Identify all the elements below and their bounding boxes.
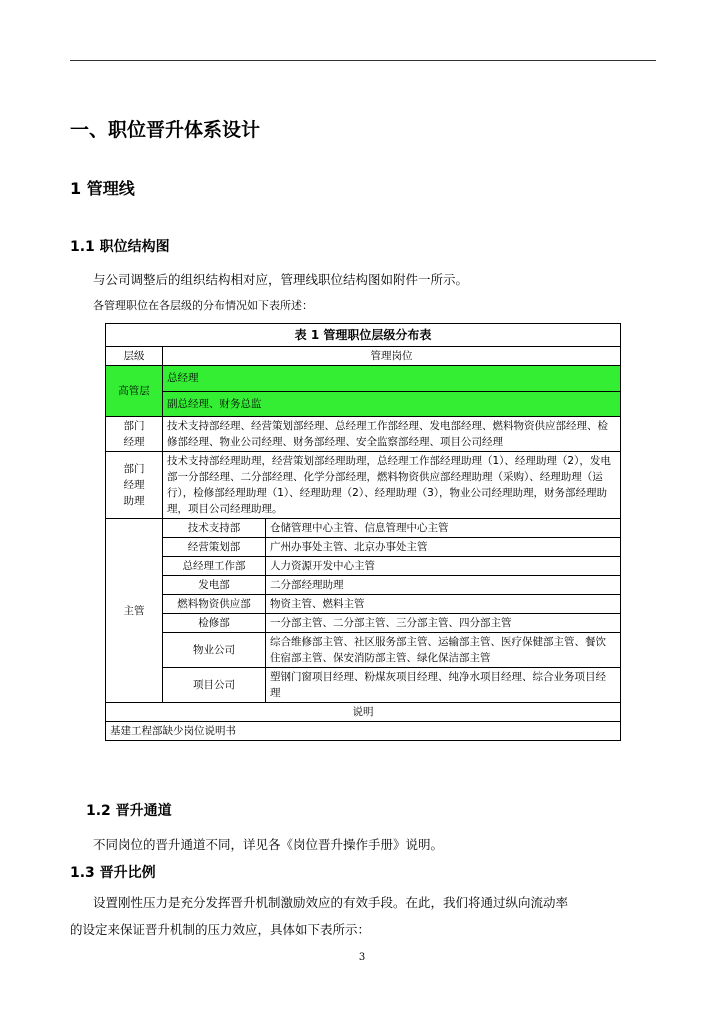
header-level: 层级 — [106, 347, 163, 366]
supervisor-level: 主管 — [106, 519, 163, 703]
senior-row-1 — [106, 366, 621, 392]
supervisor-posts: 综合维修部主管、社区服务部主管、运输部主管、医疗保健部主管、餐饮住宿部主管、保安消防部主管、绿化保洁部主管 — [266, 633, 621, 668]
header-post: 管理岗位 — [163, 347, 621, 366]
dept-mgr-row — [106, 417, 621, 452]
supervisor-posts: 塑钢门窗项目经理、粉煤灰项目经理、纯净水项目经理、综合业务项目经理 — [266, 668, 621, 703]
supervisor-row-6 — [106, 614, 621, 633]
dept-asst-level-line1: 部门 — [123, 463, 145, 475]
dept-asst-level-line2: 经理 — [123, 479, 145, 491]
supervisor-dept: 物业公司 — [163, 633, 266, 668]
supervisor-posts: 一分部主管、二分部主管、三分部主管、四分部主管 — [266, 614, 621, 633]
heading-1: 一、职位晋升体系设计 — [70, 119, 261, 141]
dept-asst-row — [106, 452, 621, 519]
table-caption-row — [106, 324, 621, 347]
supervisor-row-7 — [106, 633, 621, 668]
supervisor-posts: 仓储管理中心主管、信息管理中心主管 — [266, 519, 621, 538]
note-header-row — [106, 703, 621, 722]
dept-mgr-posts: 技术支持部经理、经营策划部经理、总经理工作部经理、发电部经理、燃料物资供应部经理、检修部经理、物业公司经理、财务部经理、安全监察部经理、项目公司经理 — [163, 417, 621, 452]
dept-mgr-level — [106, 417, 163, 452]
section-1-2-title: 1.2 晋升通道 — [86, 803, 172, 819]
supervisor-dept: 技术支持部 — [163, 519, 266, 538]
supervisor-dept: 经营策划部 — [163, 538, 266, 557]
note-row — [106, 722, 621, 741]
supervisor-posts: 二分部经理助理 — [266, 576, 621, 595]
section-1-3-title: 1.3 晋升比例 — [70, 865, 156, 881]
dept-asst-level-line3: 助理 — [123, 495, 145, 507]
heading-2: 1 管理线 — [70, 179, 135, 198]
supervisor-posts: 广州办事处主管、北京办事处主管 — [266, 538, 621, 557]
supervisor-dept: 检修部 — [163, 614, 266, 633]
senior-row-2 — [106, 391, 621, 417]
supervisor-dept: 总经理工作部 — [163, 557, 266, 576]
note-header: 说明 — [106, 703, 621, 722]
supervisor-dept: 燃料物资供应部 — [163, 595, 266, 614]
section-1-3-para-line2: 的设定来保证晋升机制的压力效应，具体如下表所示： — [70, 922, 371, 937]
dept-mgr-level-line1: 部门 — [123, 420, 145, 432]
supervisor-row-3 — [106, 557, 621, 576]
senior-post-1: 总经理 — [163, 366, 621, 392]
section-1-1-title: 1.1 职位结构图 — [70, 239, 170, 255]
dept-asst-posts: 技术支持部经理助理，经营策划部经理助理，总经理工作部经理助理（1）、经理助理（2），发电部一分部经理、二分部经理、化学分部经理，燃料物资供应部经理助理（采购）、经理助理（运行），检修部经理助理（1）、经理助理（2）、经理助理（3），物业公司经理助理，财务部经理助理，项目公司经理助理。 — [163, 452, 621, 519]
level-distribution-table — [105, 323, 621, 741]
section-1-3-para-line1: 设置刚性压力是充分发挥晋升机制激励效应的有效手段。在此，我们将通过纵向流动率 — [93, 895, 569, 910]
section-1-1-para2: 各管理职位在各层级的分布情况如下表所述： — [93, 299, 313, 312]
section-1-1-para1: 与公司调整后的组织结构相对应，管理线职位结构图如附件一所示。 — [93, 272, 469, 287]
supervisor-row-4 — [106, 576, 621, 595]
table-header-row — [106, 347, 621, 366]
supervisor-row-5 — [106, 595, 621, 614]
header-rule — [70, 60, 656, 61]
section-1-2-para: 不同岗位的晋升通道不同，详见各《岗位晋升操作手册》说明。 — [93, 837, 444, 852]
senior-post-2: 副总经理、财务总监 — [163, 391, 621, 417]
table-caption: 表 1 管理职位层级分布表 — [106, 324, 621, 347]
dept-mgr-level-line2: 经理 — [123, 436, 145, 448]
supervisor-posts: 人力资源开发中心主管 — [266, 557, 621, 576]
supervisor-row-1 — [106, 519, 621, 538]
page-number: 3 — [358, 952, 366, 963]
supervisor-posts: 物资主管、燃料主管 — [266, 595, 621, 614]
note-text: 基建工程部缺少岗位说明书 — [106, 722, 621, 741]
senior-level: 高管层 — [106, 366, 163, 417]
supervisor-dept: 项目公司 — [163, 668, 266, 703]
supervisor-row-8 — [106, 668, 621, 703]
supervisor-dept: 发电部 — [163, 576, 266, 595]
supervisor-row-2 — [106, 538, 621, 557]
dept-asst-level — [106, 452, 163, 519]
